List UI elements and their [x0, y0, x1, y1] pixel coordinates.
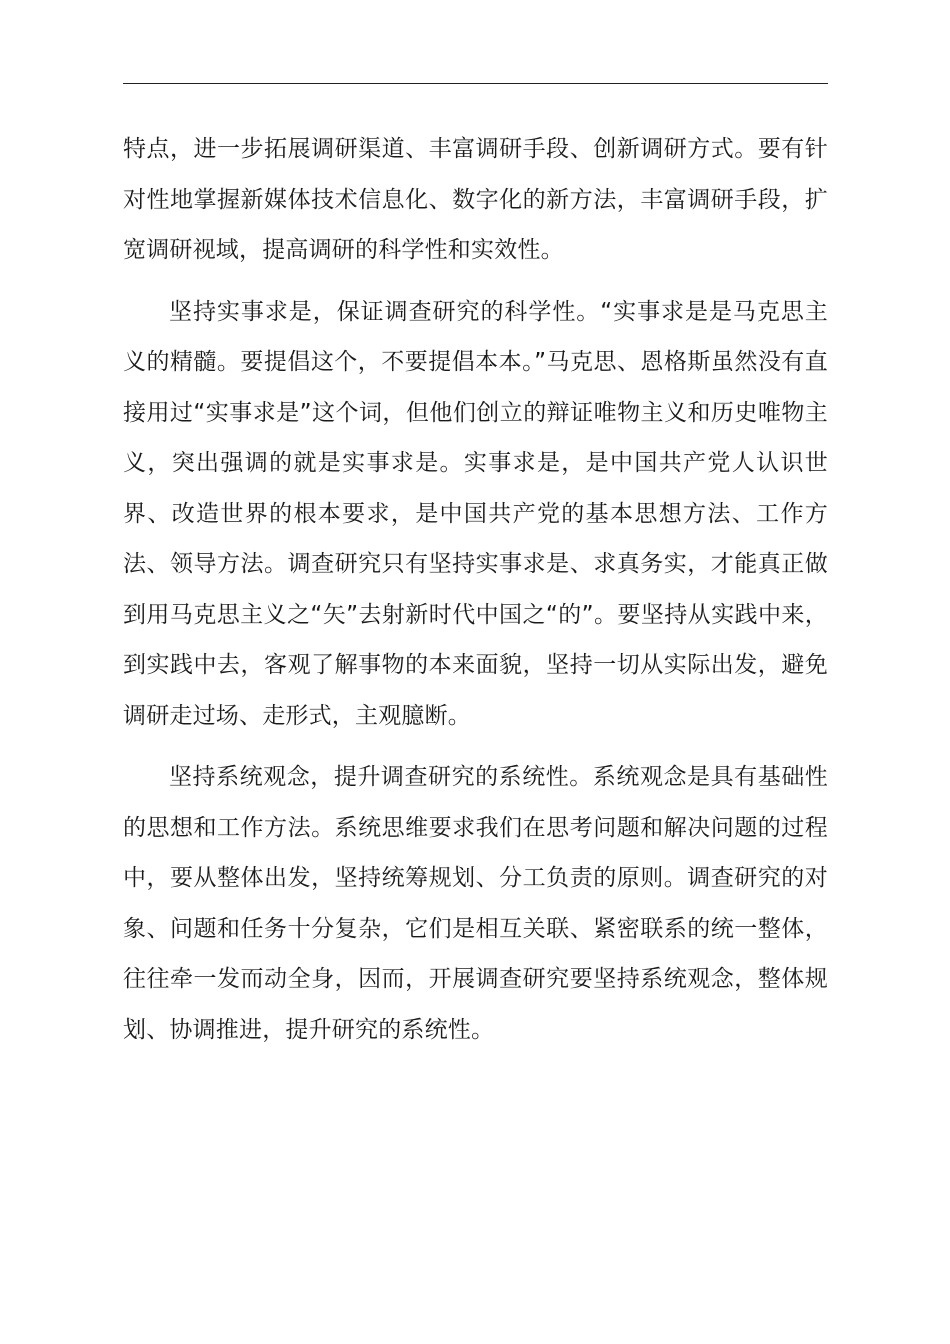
paragraph-seek-truth: 坚持实事求是，保证调查研究的科学性。“实事求是是马克思主义的精髓。要提倡这个，不要提倡本本。”马克思、恩格斯虽然没有直接用过“实事求是”这个词，但他们创立的辩证唯物主义和历史唯物主义，突出强调的就是实事求是。实事求是，是中国共产党人认识世界、改造世界的根本要求，是中国共产党的基本思想方法、工作方法、领导方法。调查研究只有坚持实事求是、求真务实，才能真正做到用马克思主义之“矢”去射新时代中国之“的”。要坚持从实践中来，到实践中去，客观了解事物的本来面貌，坚持一切从实际出发，避免调研走过场、走形式，主观臆断。 [123, 298, 828, 729]
header-rule [123, 83, 828, 84]
document-body [123, 124, 828, 1055]
paragraph-systems-thinking: 坚持系统观念，提升调查研究的系统性。系统观念是具有基础性的思想和工作方法。系统思维要求我们在思考问题和解决问题的过程中，要从整体出发，坚持统筹规划、分工负责的原则。调查研究的对象、问题和任务十分复杂，它们是相互关联、紧密联系的统一整体，往往牵一发而动全身，因而，开展调查研究要坚持系统观念，整体规划、协调推进，提升研究的系统性。 [123, 764, 828, 1043]
paragraph-continuation: 特点，进一步拓展调研渠道、丰富调研手段、创新调研方式。要有针对性地掌握新媒体技术信息化、数字化的新方法，丰富调研手段，扩宽调研视域，提高调研的科学性和实效性。 [123, 136, 828, 263]
